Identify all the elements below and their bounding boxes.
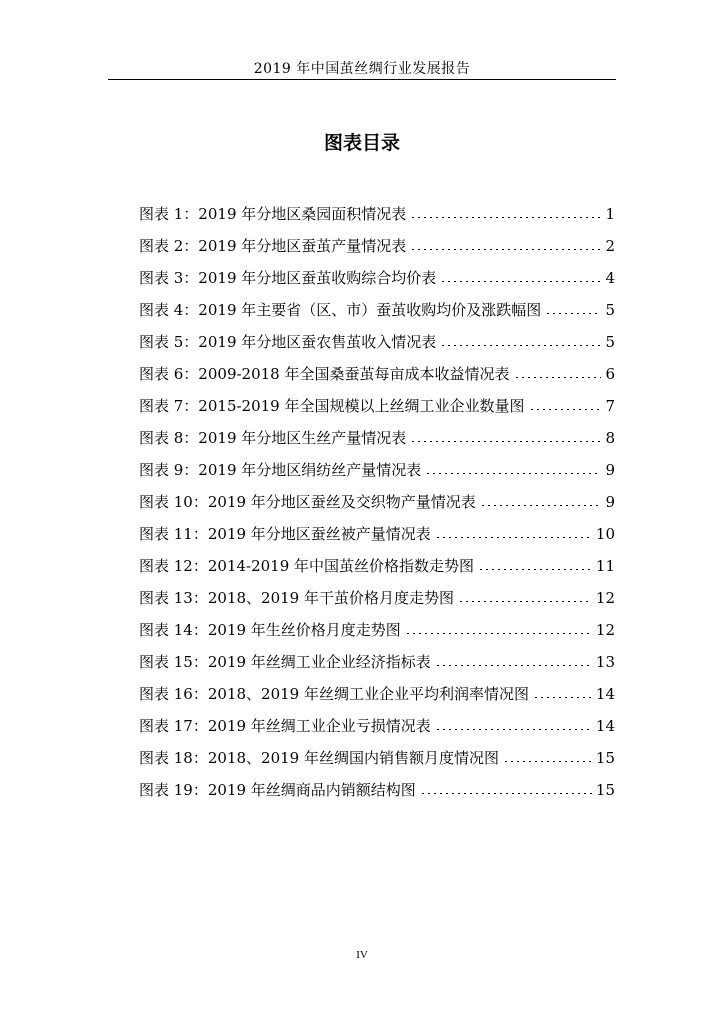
toc-entry[interactable] bbox=[139, 198, 615, 230]
toc-entry[interactable] bbox=[139, 774, 615, 806]
dot-leader bbox=[533, 697, 592, 698]
toc-entry[interactable] bbox=[139, 582, 615, 614]
toc-entry-label: 图表 17：2019 年丝绸工业企业亏损情况表 bbox=[139, 717, 431, 735]
toc-entry-page: 2 bbox=[605, 237, 615, 255]
toc-entry-label: 图表 1：2019 年分地区桑园面积情况表 bbox=[139, 205, 407, 223]
toc-entry-page: 1 bbox=[605, 205, 615, 223]
toc-entry[interactable] bbox=[139, 550, 615, 582]
toc-entry-label: 图表 13：2018、2019 年干茧价格月度走势图 bbox=[139, 589, 454, 607]
dot-leader bbox=[480, 505, 602, 506]
dot-leader bbox=[503, 761, 592, 762]
toc-entry[interactable] bbox=[139, 262, 615, 294]
toc-entry-page: 15 bbox=[595, 749, 615, 767]
toc-entry-label: 图表 11：2019 年分地区蚕丝被产量情况表 bbox=[139, 525, 431, 543]
toc-entry[interactable] bbox=[139, 326, 615, 358]
dot-leader bbox=[435, 537, 592, 538]
toc-entry-page: 15 bbox=[595, 781, 615, 799]
toc-entry[interactable] bbox=[139, 294, 615, 326]
toc-entry-label: 图表 4：2019 年主要省（区、市）蚕茧收购均价及涨跌幅图 bbox=[139, 301, 542, 319]
table-of-figures bbox=[139, 198, 615, 806]
dot-leader bbox=[545, 313, 601, 314]
running-header: 2019 年中国茧丝绸行业发展报告 bbox=[253, 61, 471, 77]
toc-entry-label: 图表 12：2014-2019 年中国茧丝价格指数走势图 bbox=[139, 557, 475, 575]
toc-entry-label: 图表 10：2019 年分地区蚕丝及交织物产量情况表 bbox=[139, 493, 476, 511]
dot-leader bbox=[435, 729, 592, 730]
toc-entry-page: 11 bbox=[595, 557, 615, 575]
toc-entry-page: 13 bbox=[595, 653, 615, 671]
toc-entry[interactable] bbox=[139, 390, 615, 422]
dot-leader bbox=[410, 217, 601, 218]
dot-leader bbox=[440, 345, 601, 346]
toc-entry-label: 图表 18：2018、2019 年丝绸国内销售额月度情况图 bbox=[139, 749, 499, 767]
toc-entry-page: 14 bbox=[595, 717, 615, 735]
toc-entry[interactable] bbox=[139, 646, 615, 678]
toc-entry-label: 图表 7：2015-2019 年全国规模以上丝绸工业企业数量图 bbox=[139, 397, 525, 415]
dot-leader bbox=[420, 793, 592, 794]
toc-entry[interactable] bbox=[139, 454, 615, 486]
toc-entry-label: 图表 3：2019 年分地区蚕茧收购综合均价表 bbox=[139, 269, 437, 287]
toc-entry-page: 9 bbox=[605, 493, 615, 511]
dot-leader bbox=[410, 441, 601, 442]
toc-entry-label: 图表 8：2019 年分地区生丝产量情况表 bbox=[139, 429, 407, 447]
toc-entry-label: 图表 9：2019 年分地区绢纺丝产量情况表 bbox=[139, 461, 422, 479]
toc-entry-page: 9 bbox=[605, 461, 615, 479]
toc-entry-page: 10 bbox=[595, 525, 615, 543]
toc-entry[interactable] bbox=[139, 422, 615, 454]
dot-leader bbox=[405, 633, 592, 634]
toc-entry[interactable] bbox=[139, 358, 615, 390]
toc-entry[interactable] bbox=[139, 742, 615, 774]
toc-entry-label: 图表 6：2009-2018 年全国桑蚕茧每亩成本收益情况表 bbox=[139, 365, 510, 383]
toc-entry-page: 8 bbox=[605, 429, 615, 447]
toc-entry-label: 图表 19：2019 年丝绸商品内销额结构图 bbox=[139, 781, 416, 799]
dot-leader bbox=[514, 377, 602, 378]
toc-entry-page: 12 bbox=[595, 621, 615, 639]
toc-entry-label: 图表 15：2019 年丝绸工业企业经济指标表 bbox=[139, 653, 431, 671]
dot-leader bbox=[425, 473, 601, 474]
toc-entry-page: 12 bbox=[595, 589, 615, 607]
toc-entry[interactable] bbox=[139, 614, 615, 646]
toc-entry-label: 图表 14：2019 年生丝价格月度走势图 bbox=[139, 621, 401, 639]
dot-leader bbox=[410, 249, 601, 250]
header-rule bbox=[108, 79, 616, 80]
dot-leader bbox=[435, 665, 592, 666]
toc-entry[interactable] bbox=[139, 230, 615, 262]
toc-entry-page: 5 bbox=[605, 333, 615, 351]
toc-entry-page: 5 bbox=[605, 301, 615, 319]
toc-entry[interactable] bbox=[139, 518, 615, 550]
dot-leader bbox=[440, 281, 601, 282]
toc-entry-page: 14 bbox=[595, 685, 615, 703]
toc-entry[interactable] bbox=[139, 486, 615, 518]
dot-leader bbox=[458, 601, 592, 602]
dot-leader bbox=[529, 409, 602, 410]
page-title: 图表目录 bbox=[323, 132, 400, 154]
toc-entry-page: 4 bbox=[605, 269, 615, 287]
toc-entry-label: 图表 16：2018、2019 年丝绸工业企业平均利润率情况图 bbox=[139, 685, 529, 703]
toc-entry-page: 6 bbox=[605, 365, 615, 383]
toc-entry-label: 图表 2：2019 年分地区蚕茧产量情况表 bbox=[139, 237, 407, 255]
toc-entry[interactable] bbox=[139, 710, 615, 742]
toc-entry-label: 图表 5：2019 年分地区蚕农售茧收入情况表 bbox=[139, 333, 437, 351]
dot-leader bbox=[478, 569, 592, 570]
toc-entry[interactable] bbox=[139, 678, 615, 710]
page-number: IV bbox=[356, 949, 368, 961]
toc-entry-page: 7 bbox=[605, 397, 615, 415]
